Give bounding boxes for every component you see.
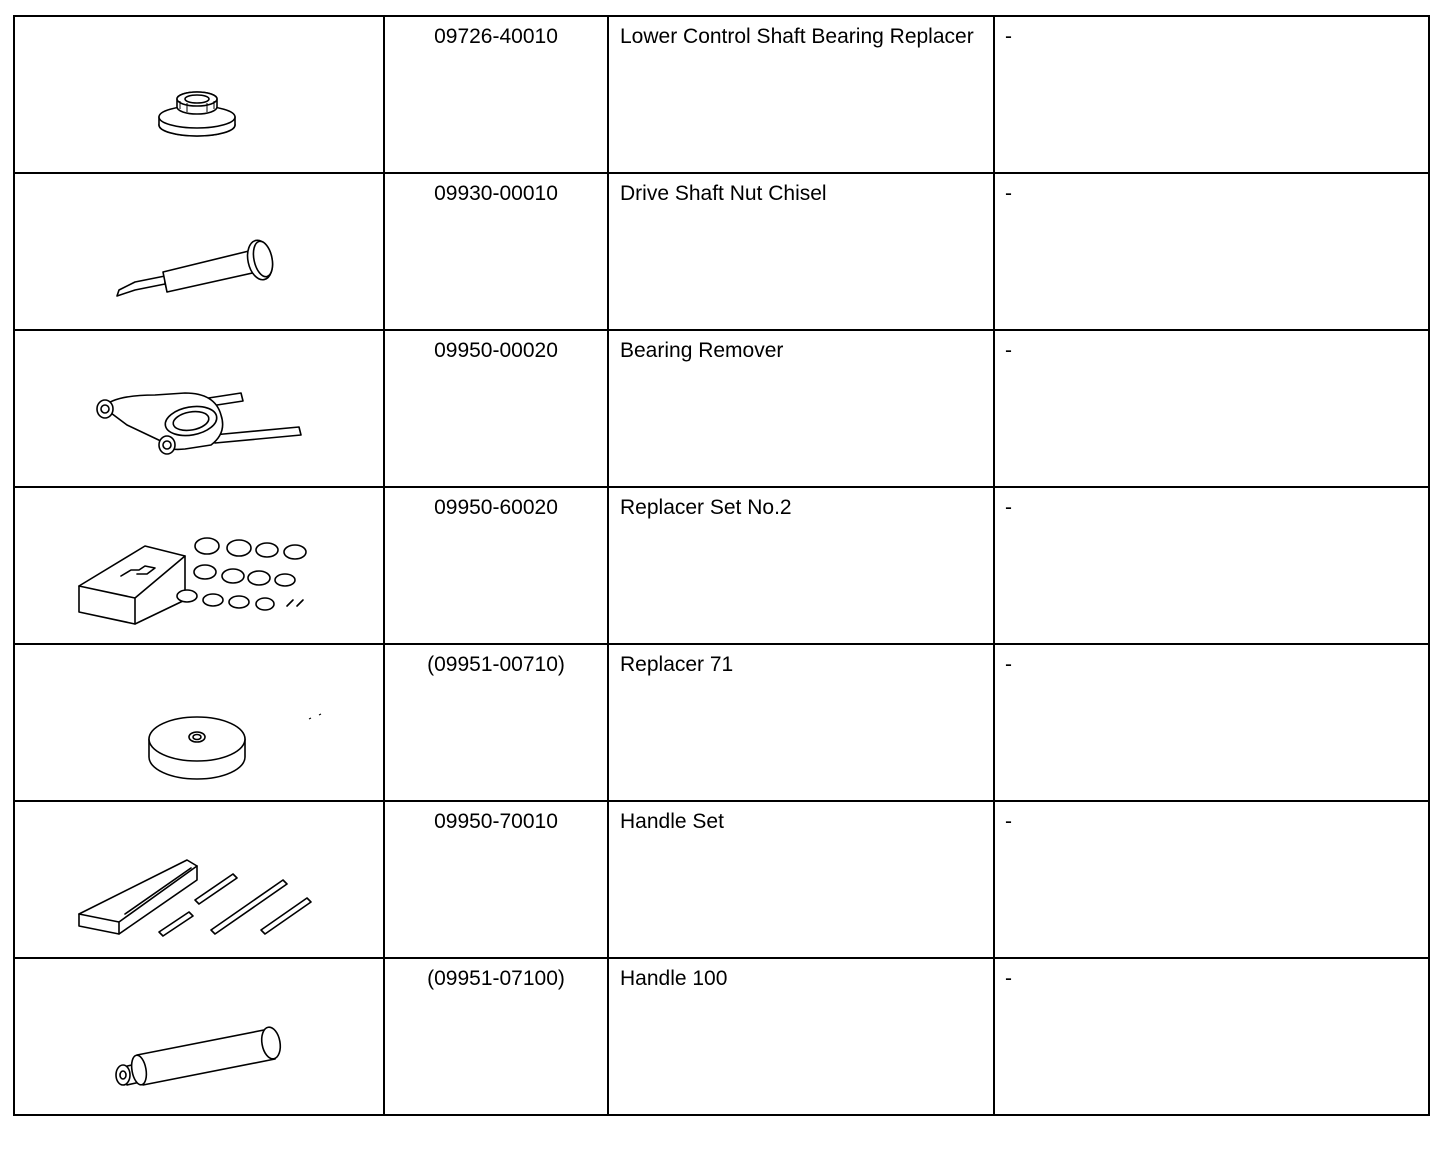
table-row bbox=[14, 173, 1429, 330]
special-tools-table bbox=[13, 15, 1430, 1116]
chisel-icon bbox=[15, 174, 385, 331]
illustration-cell bbox=[14, 173, 384, 330]
part-number: 09930-00010 bbox=[384, 173, 608, 330]
tool-name: Bearing Remover bbox=[608, 330, 994, 487]
tool-note: - bbox=[994, 330, 1429, 487]
handle-set-icon bbox=[15, 802, 385, 959]
part-number: 09950-00020 bbox=[384, 330, 608, 487]
illustration-cell bbox=[14, 644, 384, 801]
illustration-cell bbox=[14, 801, 384, 958]
table-row bbox=[14, 644, 1429, 801]
part-number: 09950-60020 bbox=[384, 487, 608, 644]
ring-replacer-icon bbox=[15, 17, 385, 174]
tool-note: - bbox=[994, 173, 1429, 330]
replacer-disc-icon bbox=[15, 645, 385, 802]
tool-name: Lower Control Shaft Bearing Replacer bbox=[608, 16, 994, 173]
replacer-set-icon bbox=[15, 488, 385, 645]
part-number: 09950-70010 bbox=[384, 801, 608, 958]
illustration-cell bbox=[14, 958, 384, 1115]
part-number: (09951-07100) bbox=[384, 958, 608, 1115]
tool-name: Replacer 71 bbox=[608, 644, 994, 801]
bearing-remover-icon bbox=[15, 331, 385, 488]
illustration-cell bbox=[14, 330, 384, 487]
tool-note: - bbox=[994, 801, 1429, 958]
tool-note: - bbox=[994, 487, 1429, 644]
part-number: 09726-40010 bbox=[384, 16, 608, 173]
illustration-cell bbox=[14, 16, 384, 173]
tool-name: Replacer Set No.2 bbox=[608, 487, 994, 644]
tool-name: Drive Shaft Nut Chisel bbox=[608, 173, 994, 330]
part-number: (09951-00710) bbox=[384, 644, 608, 801]
table-row bbox=[14, 16, 1429, 173]
table-row bbox=[14, 330, 1429, 487]
table-row bbox=[14, 958, 1429, 1115]
tool-name: Handle 100 bbox=[608, 958, 994, 1115]
handle-icon bbox=[15, 959, 385, 1116]
illustration-cell bbox=[14, 487, 384, 644]
table-row bbox=[14, 801, 1429, 958]
tool-name: Handle Set bbox=[608, 801, 994, 958]
tool-note: - bbox=[994, 958, 1429, 1115]
table-row bbox=[14, 487, 1429, 644]
tool-note: - bbox=[994, 644, 1429, 801]
tool-note: - bbox=[994, 16, 1429, 173]
